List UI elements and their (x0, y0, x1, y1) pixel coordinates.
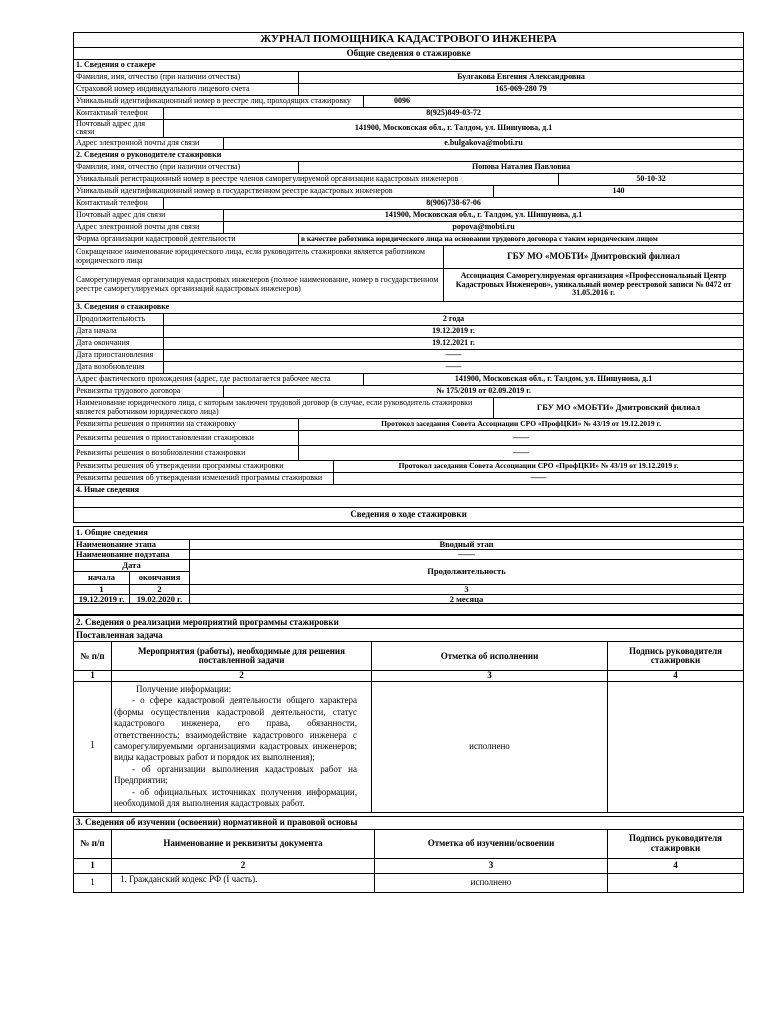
stage-end-date: 19.02.2020 г. (130, 594, 190, 604)
activity-text: - об официальных источниках получения информации, необходимой для выполнения кадастровых работ. (114, 786, 357, 809)
internship-resume-decision: —— (299, 445, 744, 460)
activity-signature (608, 681, 744, 812)
regulatory-header-row (74, 829, 744, 858)
end-header: окончания (130, 572, 190, 585)
field-label: Реквизиты решения об утверждении программы стажировки (74, 460, 334, 472)
field-label: Наименование юридического лица, с которым заключен трудовой договор (в случае, если руководитель стажировки является работником юридического лица) (74, 397, 494, 418)
column-number: 1 (74, 584, 130, 594)
internship-suspend-date: —— (164, 349, 744, 361)
trainee-snils-row (74, 84, 744, 96)
activities-table (73, 615, 744, 812)
field-label: Дата возобновления (74, 361, 164, 373)
regulatory-row (74, 873, 744, 892)
internship-resume-date: —— (164, 361, 744, 373)
supervisor-section-title: 2. Сведения о руководителе стажировки (74, 149, 744, 161)
field-label: Дата начала (74, 325, 164, 337)
num-column-header: № п/п (74, 829, 112, 858)
field-label: Уникальный регистрационный номер в реестре членов саморегулируемой организации кадастровых инженеров (74, 173, 559, 185)
field-label: Сокращенное наименование юридического лица, если руководитель стажировки является работником юридического лица (74, 245, 444, 268)
trainee-reg-row (74, 96, 744, 108)
field-label: Форма организации кадастровой деятельности (74, 233, 299, 245)
internship-suspend-dec-row (74, 430, 744, 445)
field-label: Реквизиты решения о приостановлении стажировки (74, 430, 299, 445)
field-label: Фамилия, имя, отчество (при наличии отчества) (74, 161, 299, 173)
field-label: Адрес электронной почты для связи (74, 221, 224, 233)
supervisor-address-row (74, 209, 744, 221)
column-number: 3 (372, 671, 608, 681)
field-label: Почтовый адрес для связи (74, 209, 224, 221)
column-number: 2 (112, 858, 375, 873)
supervisor-organization: ГБУ МО «МОБТИ» Дмитровский филиал (444, 245, 744, 268)
activity-column-header: Мероприятия (работы), необходимые для решения поставленной задачи (112, 642, 372, 671)
internship-employer-row (74, 397, 744, 418)
journal-title: ЖУРНАЛ ПОМОЩНИКА КАДАСТРОВОГО ИНЖЕНЕРА (74, 33, 744, 48)
internship-duration-row (74, 313, 744, 325)
substage-name: —— (190, 549, 744, 559)
trainee-address: 141900, Московская обл., г. Талдом, ул. Шишунова, д.1 (164, 120, 744, 138)
internship-start-row (74, 325, 744, 337)
internship-section-title: 3. Сведения о стажировке (74, 301, 744, 313)
document-number: 1 (74, 873, 112, 892)
study-mark-column-header: Отметка об изучении/освоении (375, 829, 608, 858)
other-section-title: 4. Иные сведения (74, 484, 744, 496)
task-label: Поставленная задача (74, 629, 744, 642)
document-name: 1. Гражданский кодекс РФ (I часть). (112, 873, 375, 892)
internship-program-decision: Протокол заседания Совета Ассоциации СРО «ПрофЦКИ» № 43/19 от 19.12.2019 г. (334, 460, 744, 472)
internship-accept-row (74, 418, 744, 430)
internship-accept-decision: Протокол заседания Совета Ассоциации СРО «ПрофЦКИ» № 43/19 от 19.12.2019 г. (299, 418, 744, 430)
trainee-phone-row (74, 108, 744, 120)
internship-suspend-row (74, 349, 744, 361)
field-label: Дата приостановления (74, 349, 164, 361)
trainee-reg-number: 0096 (364, 96, 744, 108)
other-info-blank (74, 496, 744, 507)
activity-row (74, 681, 744, 812)
field-label: Адрес фактического прохождения (адрес, где располагается рабочее места (74, 373, 364, 385)
field-label: Наименование подэтапа (74, 549, 190, 559)
activity-text: Получение информации: (136, 683, 232, 694)
trainee-section-title: 1. Сведения о стажере (74, 60, 744, 72)
internship-employer: ГБУ МО «МОБТИ» Дмитровский филиал (494, 397, 744, 418)
column-number: 2 (112, 671, 372, 681)
field-label: Почтовый адрес для связи (74, 120, 164, 138)
supervisor-org-row (74, 245, 744, 268)
document-signature (608, 873, 744, 892)
supervisor-name-row (74, 161, 744, 173)
internship-end-row (74, 337, 744, 349)
duration-header: Продолжительность (190, 559, 744, 584)
field-label: Реквизиты решения о возобновлении стажировки (74, 445, 299, 460)
journal-sheet (73, 32, 743, 893)
supervisor-email: popova@mobti.ru (224, 221, 744, 233)
trainee-snils: 165-069-280 79 (299, 84, 744, 96)
activity-description (112, 681, 372, 812)
field-label: Фамилия, имя, отчество (при наличии отчества) (74, 72, 299, 84)
supervisor-sro-member-number: 50-10-32 (559, 173, 744, 185)
num-column-header: № п/п (74, 642, 112, 671)
column-number: 4 (608, 858, 744, 873)
internship-contract: № 175/2019 от 02.09.2019 г. (224, 385, 744, 397)
internship-program-change-row (74, 472, 744, 484)
activity-mark: исполнено (372, 681, 608, 812)
activities-section-title: 2. Сведения о реализации мероприятий программы стажировки (74, 616, 744, 629)
stage-name: Вводный этап (190, 539, 744, 549)
activity-number: 1 (74, 681, 112, 812)
column-number: 3 (190, 584, 744, 594)
field-label: Реквизиты решения об утверждении изменений программы стажировки (74, 472, 334, 484)
supervisor-name: Попова Наталия Павловна (299, 161, 744, 173)
document-mark: исполнено (375, 873, 608, 892)
activity-text: - о сфере кадастровой деятельности общего характера (формы осуществления кадастровой деятельности, статус кадастрового инженера, его права, обязанности, ответственность; взаимодействие кадастрового инженера с саморегулируемыми организациями кадастровых инженеров; виды кадастровых работ и порядок их выполнения); (114, 695, 357, 763)
field-label: Уникальный идентификационный номер в государственном реестре кадастровых инженеров (74, 185, 494, 197)
field-label: Контактный телефон (74, 108, 164, 120)
stage-dates-row (74, 594, 744, 604)
column-number: 2 (130, 584, 190, 594)
activities-header-row (74, 642, 744, 671)
supervisor-sro-row (74, 268, 744, 301)
field-label: Продолжительность (74, 313, 164, 325)
trainee-name-row (74, 72, 744, 84)
stage-section-title: 1. Общие сведения (74, 526, 744, 539)
trainee-email: e.bulgakova@mobti.ru (224, 137, 744, 149)
field-label: Адрес электронной почты для связи (74, 137, 224, 149)
column-number: 4 (608, 671, 744, 681)
internship-suspend-decision: —— (299, 430, 744, 445)
substage-name-row (74, 549, 744, 559)
supervisor-address: 141900, Московская обл., г. Талдом, ул. Шишунова, д.1 (224, 209, 744, 221)
trainee-email-row (74, 137, 744, 149)
field-label: Уникальный идентификационный номер в реестре лиц, проходящих стажировку (74, 96, 364, 108)
regulatory-table (73, 816, 744, 893)
internship-program-change-decision: —— (334, 472, 744, 484)
internship-resume-row (74, 361, 744, 373)
supervisor-state-reg-row (74, 185, 744, 197)
stage-info-table (73, 526, 744, 616)
blank-row (74, 604, 744, 615)
supervisor-form-row (74, 233, 744, 245)
progress-title: Сведения о ходе стажировки (74, 507, 744, 522)
column-number: 3 (375, 858, 608, 873)
field-label: Реквизиты решения о принятии на стажировку (74, 418, 299, 430)
column-number: 1 (74, 671, 112, 681)
column-number: 1 (74, 858, 112, 873)
field-label: Контактный телефон (74, 197, 164, 209)
internship-place-row (74, 373, 744, 385)
general-title: Общие сведения о стажировке (74, 48, 744, 60)
internship-start-date: 19.12.2019 г. (164, 325, 744, 337)
regulatory-section-title: 3. Сведения об изучении (освоении) нормативной и правовой основы (74, 816, 744, 829)
internship-contract-row (74, 385, 744, 397)
trainee-address-row (74, 120, 744, 138)
field-label: Реквизиты трудового договора (74, 385, 224, 397)
field-label: Саморегулируемая организация кадастровых инженеров (полное наименование, номер в государственном реестре саморегулируемых организаций кадастровых инженеров) (74, 268, 444, 301)
sign-column-header: Подпись руководителя стажировки (608, 829, 744, 858)
trainee-name: Булгакова Евгения Александровна (299, 72, 744, 84)
field-label: Дата окончания (74, 337, 164, 349)
supervisor-phone-row (74, 197, 744, 209)
supervisor-activity-form: в качестве работника юридического лица на основании трудового договора с таким юридическим лицом (299, 233, 744, 245)
date-header: Дата (74, 559, 190, 572)
trainee-phone: 8(925)849-03-72 (164, 108, 744, 120)
document-column-header: Наименование и реквизиты документа (112, 829, 375, 858)
stage-name-row (74, 539, 744, 549)
sign-column-header: Подпись руководителя стажировки (608, 642, 744, 671)
general-info-table (73, 32, 744, 523)
internship-program-row (74, 460, 744, 472)
field-label: Наименование этапа (74, 539, 190, 549)
start-header: начала (74, 572, 130, 585)
supervisor-phone: 8(906)738-67-06 (164, 197, 744, 209)
activity-text: - об организации выполнения кадастровых работ на Предприятии; (114, 763, 357, 786)
supervisor-email-row (74, 221, 744, 233)
stage-duration: 2 месяца (190, 594, 744, 604)
internship-place: 141900, Московская обл., г. Талдом, ул. Шишунова, д.1 (364, 373, 744, 385)
stage-start-date: 19.12.2019 г. (74, 594, 130, 604)
field-label: Страховой номер индивидуального лицевого счета (74, 84, 299, 96)
supervisor-state-reg-number: 140 (494, 185, 744, 197)
internship-resume-dec-row (74, 445, 744, 460)
supervisor-sro-member-row (74, 173, 744, 185)
internship-duration: 2 года (164, 313, 744, 325)
internship-end-date: 19.12.2021 г. (164, 337, 744, 349)
supervisor-sro: Ассоциация Саморегулируемая организация «Профессиональный Центр Кадастровых Инженеров», уникальный номер реестровой записи № 0472 от 31.05.2016 г. (444, 268, 744, 301)
mark-column-header: Отметка об исполнении (372, 642, 608, 671)
